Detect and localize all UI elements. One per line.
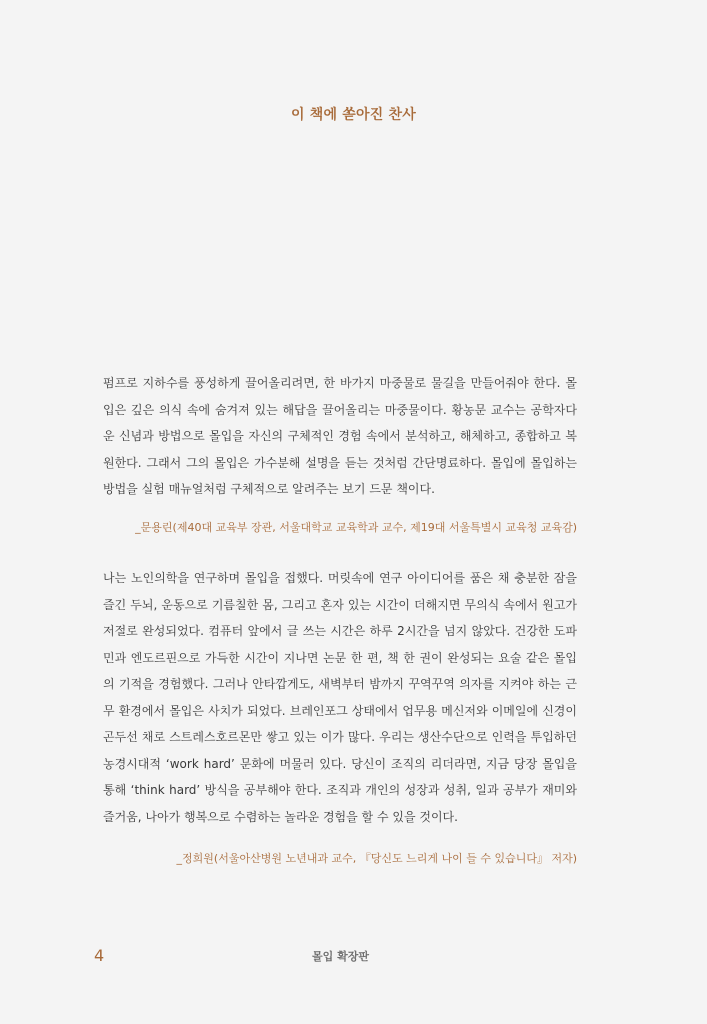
- endorsement-text-2: 나는 노인의학을 연구하며 몰입을 접했다. 머릿속에 연구 아이디어를 품은 채 충분한 잠을 즐긴 두뇌, 운동으로 기름칠한 몸, 그리고 혼자 있는 시간이 더해지면 무의식 속에서 원고가 저절로 완성되었다. 컴퓨터 앞에서 글 쓰는 시간은 하루 2시간을 넘지 않았다. 건강한 도파민과 엔도르핀으로 가득한 시간이 지나면 논문 한 편, 책 한 권이 완성되는 요술 같은 몰입의 기적을 경험했다. 그러나 안타깝게도, 새벽부터 밤까지 꾸역꾸역 의자를 지켜야 하는 근무 환경에서 몰입은 사치가 되었다. 브레인포그 상태에서 업무용 메신저와 이메일에 신경이 곤두선 채로 스트레스호르몬만 쌓고 있는 이가 많다. 우리는 생산수단으로 인력을 투입하던 농경시대적 ‘work hard’ 문화에 머물러 있다. 당신이 조직의 리더라면, 지금 당장 몰입을 통해 ‘think hard’ 방식을 공부해야 한다. 조직과 개인의 성장과 성취, 일과 공부가 재미와 즐거움, 나아가 행복으로 수렴하는 놀라운 경험을 할 수 있을 것이다.: [103, 571, 577, 824]
- page-number: 4: [94, 946, 105, 965]
- page-title: 이 책에 쏟아진 찬사: [290, 107, 416, 123]
- running-book-title: 몰입 확장판: [312, 950, 369, 963]
- endorsement-attribution-1: _문용린(제40대 교육부 장관, 서울대학교 교육학과 교수, 제19대 서울특별시 교육청 교육감): [135, 521, 577, 534]
- endorsement-text-1: 펌프로 지하수를 풍성하게 끌어올리려면, 한 바가지 마중물로 물길을 만들어줘야 한다. 몰입은 깊은 의식 속에 숨겨져 있는 해답을 끌어올리는 마중물이다. 황농문 교수는 공학자다운 신념과 방법으로 몰입을 자신의 구체적인 경험 속에서 분석하고, 해체하고, 종합하고 복원한다. 그래서 그의 몰입은 가수분해 설명을 듣는 것처럼 간단명료하다. 몰입에 몰입하는 방법을 실험 매뉴얼처럼 구체적으로 알려주는 보기 드문 책이다.: [103, 376, 577, 496]
- endorsement-attribution-2: _정희원(서울아산병원 노년내과 교수, 『당신도 느리게 나이 들 수 있습니다』 저자): [176, 852, 577, 865]
